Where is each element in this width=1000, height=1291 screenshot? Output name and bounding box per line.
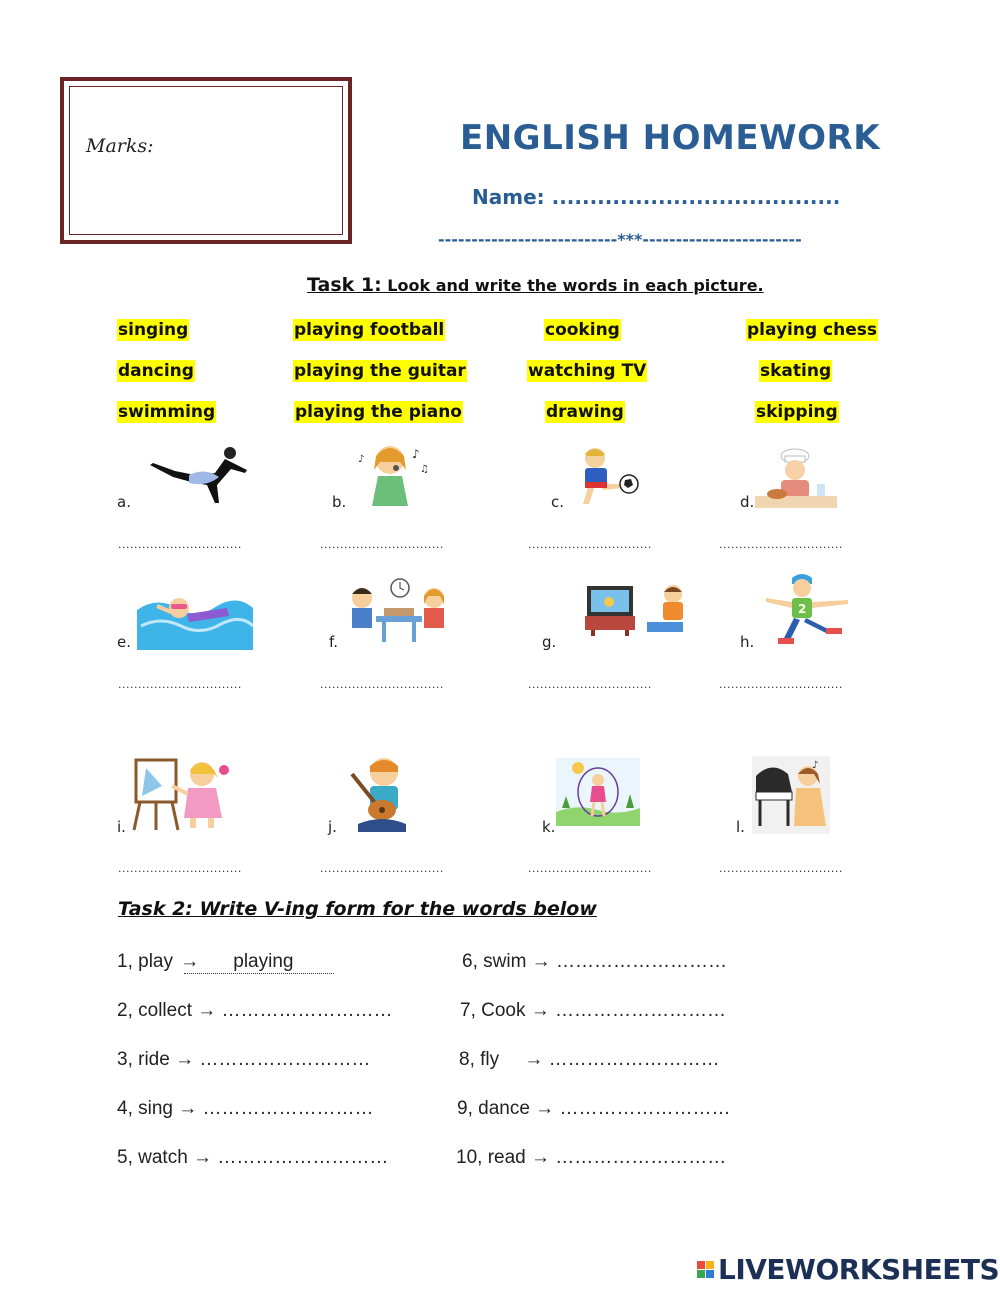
- word-bank-item: swimming: [118, 402, 216, 422]
- svg-text:♫: ♫: [420, 464, 429, 475]
- picture-label: k.: [542, 818, 556, 836]
- page-title: ENGLISH HOMEWORK: [460, 118, 881, 158]
- boy-guitar-icon: [342, 754, 418, 834]
- exercise-item[interactable]: 7, Cook → ………………………: [460, 1000, 727, 1021]
- picture-label: e.: [117, 633, 131, 651]
- exercise-item[interactable]: 9, dance → ………………………: [457, 1098, 731, 1119]
- ballet-dancer-icon: [145, 443, 255, 509]
- example-answer: playing: [233, 951, 294, 972]
- answer-blank[interactable]: ...............................: [528, 862, 652, 875]
- word-bank-item: singing: [118, 320, 189, 340]
- brand-name: LIVEWORKSHEETS: [718, 1253, 1000, 1286]
- answer-blank[interactable]: ...............................: [719, 862, 843, 875]
- marks-label: Marks:: [86, 135, 154, 157]
- exercise-item[interactable]: 5, watch → ………………………: [117, 1147, 389, 1168]
- boy-watching-tv-icon: [585, 582, 689, 638]
- exercise-item: [117, 951, 334, 974]
- arrow: →: [180, 951, 200, 972]
- word-bank-item: playing football: [294, 320, 445, 340]
- word-bank-item: dancing: [118, 361, 194, 381]
- picture-label: h.: [740, 633, 755, 651]
- answer-blank[interactable]: ...............................: [118, 538, 242, 551]
- svg-text:♪: ♪: [812, 760, 819, 771]
- word-bank-item: cooking: [545, 320, 620, 340]
- exercise-item[interactable]: 10, read → ………………………: [456, 1147, 727, 1168]
- divider: ---------------------------***------------------------: [438, 230, 802, 249]
- kids-chess-icon: [346, 578, 452, 644]
- answer-blank[interactable]: ...............................: [719, 538, 843, 551]
- liveworksheets-logo: [697, 1253, 999, 1286]
- task1-instruction: Look and write the words in each picture.: [387, 276, 764, 295]
- picture-label: a.: [117, 493, 131, 511]
- exercise-item[interactable]: 4, sing → ………………………: [117, 1098, 374, 1119]
- picture-label: j.: [328, 818, 337, 836]
- picture-label: l.: [736, 818, 745, 836]
- boy-skating-icon: [760, 570, 854, 650]
- girl-swimming-icon: [137, 586, 253, 650]
- word-bank-item: playing the guitar: [294, 361, 466, 381]
- answer-blank[interactable]: ...............................: [528, 538, 652, 551]
- exercise-word: 8, fly: [459, 1049, 500, 1070]
- answer-blank[interactable]: ...............................: [118, 678, 242, 691]
- marks-box-inner-border: [69, 86, 343, 235]
- task2-heading: Task 2: Write V-ing form for the words below: [118, 898, 597, 920]
- word-bank-item: drawing: [546, 402, 624, 422]
- word-bank-item: playing chess: [747, 320, 877, 340]
- answer-blank[interactable]: ...............................: [528, 678, 652, 691]
- exercise-blank: → ………………………: [524, 1049, 720, 1070]
- boy-football-icon: [573, 446, 645, 510]
- answer-blank[interactable]: ...............................: [118, 862, 242, 875]
- girl-cooking-icon: [755, 448, 837, 510]
- picture-label: d.: [740, 493, 755, 511]
- picture-label: g.: [542, 633, 557, 651]
- svg-text:♪: ♪: [412, 447, 420, 461]
- word-bank-item: skating: [760, 361, 832, 381]
- task1-label: Task 1:: [307, 274, 382, 296]
- brand-logo-icon: [697, 1261, 714, 1278]
- word-bank-item: playing the piano: [295, 402, 462, 422]
- picture-label: b.: [332, 493, 347, 511]
- girl-piano-icon: [752, 756, 830, 834]
- exercise-item[interactable]: [459, 1049, 720, 1071]
- exercise-word: 1, play: [117, 951, 173, 972]
- answer-blank[interactable]: ...............................: [320, 862, 444, 875]
- picture-label: f.: [329, 633, 338, 651]
- picture-label: c.: [551, 493, 565, 511]
- word-bank-item: watching TV: [528, 361, 647, 381]
- svg-text:2: 2: [798, 602, 807, 616]
- girl-drawing-icon: [132, 756, 236, 832]
- example-answer-field[interactable]: [180, 951, 334, 974]
- exercise-item[interactable]: 3, ride → ………………………: [117, 1049, 371, 1070]
- marks-box: [60, 77, 352, 244]
- answer-blank[interactable]: ...............................: [719, 678, 843, 691]
- task1-heading: [307, 274, 764, 296]
- word-bank-item: skipping: [756, 402, 838, 422]
- girl-skipping-icon: [556, 758, 640, 826]
- name-field[interactable]: Name: ......................................: [472, 185, 841, 209]
- exercise-item[interactable]: 6, swim → ………………………: [462, 951, 727, 972]
- picture-label: i.: [117, 818, 126, 836]
- girl-singing-icon: [350, 440, 436, 510]
- answer-blank[interactable]: ...............................: [320, 678, 444, 691]
- exercise-item[interactable]: 2, collect → ………………………: [117, 1000, 393, 1021]
- svg-text:♪: ♪: [358, 454, 365, 465]
- answer-blank[interactable]: ...............................: [320, 538, 444, 551]
